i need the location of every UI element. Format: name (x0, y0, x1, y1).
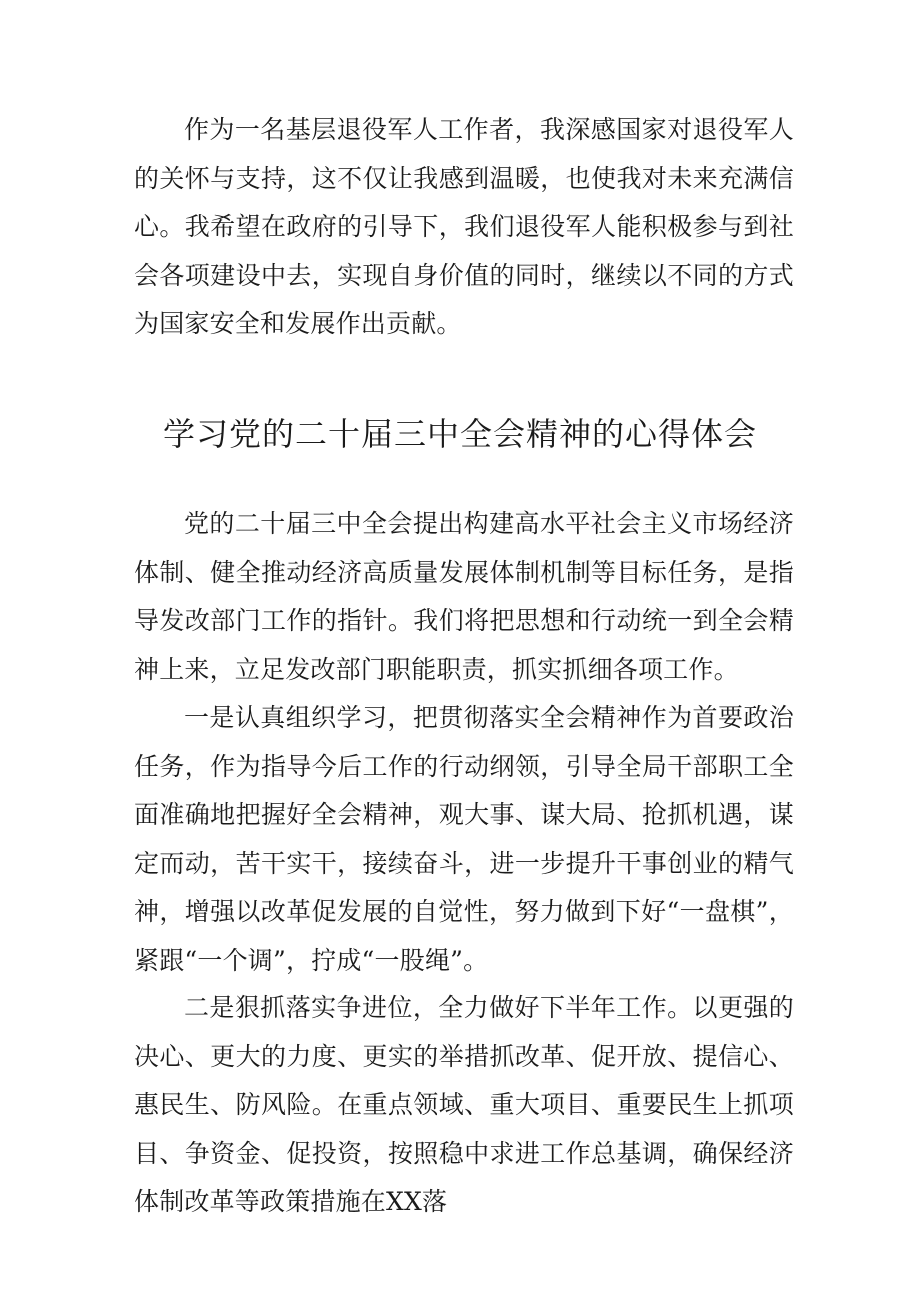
paragraph-overview: 党的二十届三中全会提出构建高水平社会主义市场经济体制、健全推动经济高质量发展体制机制等目标任务，是指导发改部门工作的指针。我们将把思想和行动统一到全会精神上来，立足发改部门职能职责，抓实抓细各项工作。 (134, 509, 794, 684)
intro-paragraph: 作为一名基层退役军人工作者，我深感国家对退役军人的关怀与支持，这不仅让我感到温暖，也使我对未来充满信心。我希望在政府的引导下，我们退役军人能积极参与到社会各项建设中去，实现自身价值的同时，继续以不同的方式为国家安全和发展作出贡献。 (134, 115, 794, 339)
document-title: 学习党的二十届三中全会精神的心得体会 (162, 415, 757, 453)
paragraph-point-two: 二是狠抓落实争进位，全力做好下半年工作。以更强的决心、更大的力度、更实的举措抓改革、促开放、提信心、惠民生、防风险。在重点领域、重大项目、重要民生上抓项目、争资金、促投资，按照稳中求进工作总基调，确保经济体制改革等政策措施在XX落 (134, 993, 794, 1217)
paragraph-point-one: 一是认真组织学习，把贯彻落实全会精神作为首要政治任务，作为指导今后工作的行动纲领，引导全局干部职工全面准确地把握好全会精神，观大事、谋大局、抢抓机遇，谋定而动，苦干实干，接续奋斗，进一步提升干事创业的精气神，增强以改革促发展的自觉性，努力做到下好“一盘棋”，紧跟“一个调”，拧成“一股绳”。 (134, 703, 794, 975)
